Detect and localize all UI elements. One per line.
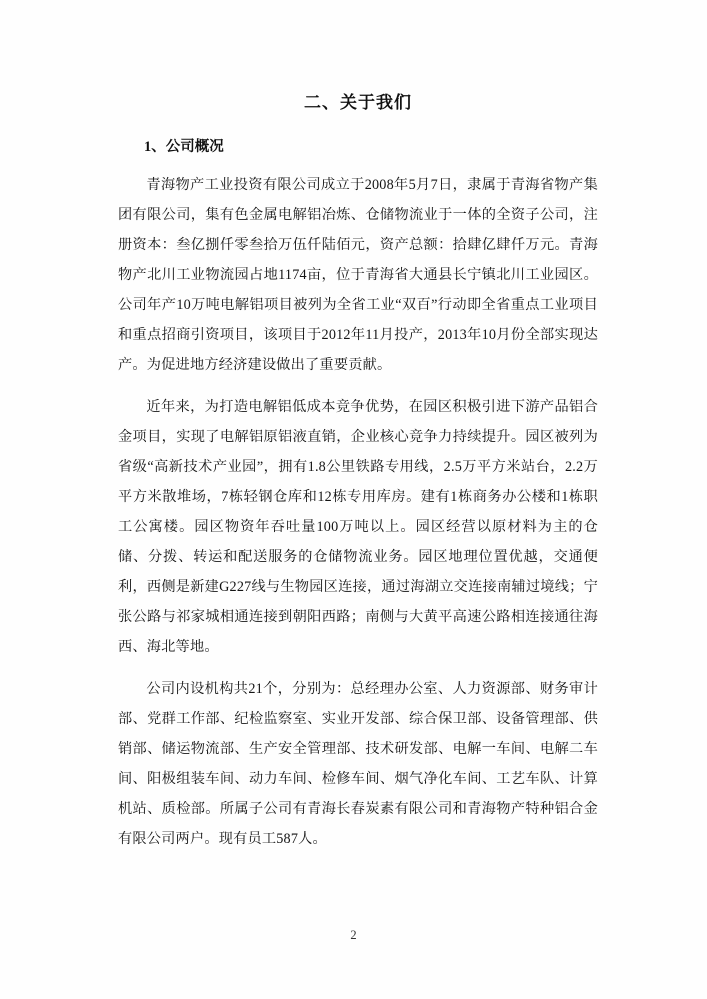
paragraph: 近年来，为打造电解铝低成本竞争优势，在园区积极引进下游产品铝合金项目，实现了电解铝原铝液直销，企业核心竞争力持续提升。园区被列为省级“高新技术产业园”，拥有1.8公里铁路专用线，2.5万平方米站台，2.2万平方米散堆场，7栋轻钢仓库和12栋专用库房。建有1栋商务办公楼和1栋职工公寓楼。园区物资年吞吐量100万吨以上。园区经营以原材料为主的仓储、分拨、转运和配送服务的仓储物流业务。园区地理位置优越，交通便利，西侧是新建G227线与生物园区连接，通过海湖立交连接南辅过境线；宁张公路与祁家城相通连接到朝阳西路；南侧与大黄平高速公路相连接通往海西、海北等地。: [118, 399, 598, 655]
page-number: 2: [350, 928, 357, 942]
paragraph: 青海物产工业投资有限公司成立于2008年5月7日，隶属于青海省物产集团有限公司，集有色金属电解铝冶炼、仓储物流业于一体的全资子公司，注册资本：叁亿捌仟零叁拾万伍仟陆佰元，资产总额：拾肆亿肆仟万元。青海物产北川工业物流园占地1174亩，位于青海省大通县长宁镇北川工业园区。公司年产10万吨电解铝项目被列为全省工业“双百”行动即全省重点工业项目和重点招商引资项目，该项目于2012年11月投产，2013年10月份全部实现达产。为促进地方经济建设做出了重要贡献。: [118, 177, 598, 373]
paragraph: 公司内设机构共21个，分别为：总经理办公室、人力资源部、财务审计部、党群工作部、纪检监察室、实业开发部、综合保卫部、设备管理部、供销部、储运物流部、生产安全管理部、技术研发部、电解一车间、电解二车间、阳极组装车间、动力车间、检修车间、烟气净化车间、工艺车队、计算机站、质检部。所属子公司有青海长春炭素有限公司和青海物产特种铝合金有限公司两户。现有员工587人。: [118, 681, 598, 847]
page-title: 二、关于我们: [304, 93, 412, 112]
section-heading: 1、公司概况: [144, 139, 224, 155]
document-body: [118, 70, 598, 866]
